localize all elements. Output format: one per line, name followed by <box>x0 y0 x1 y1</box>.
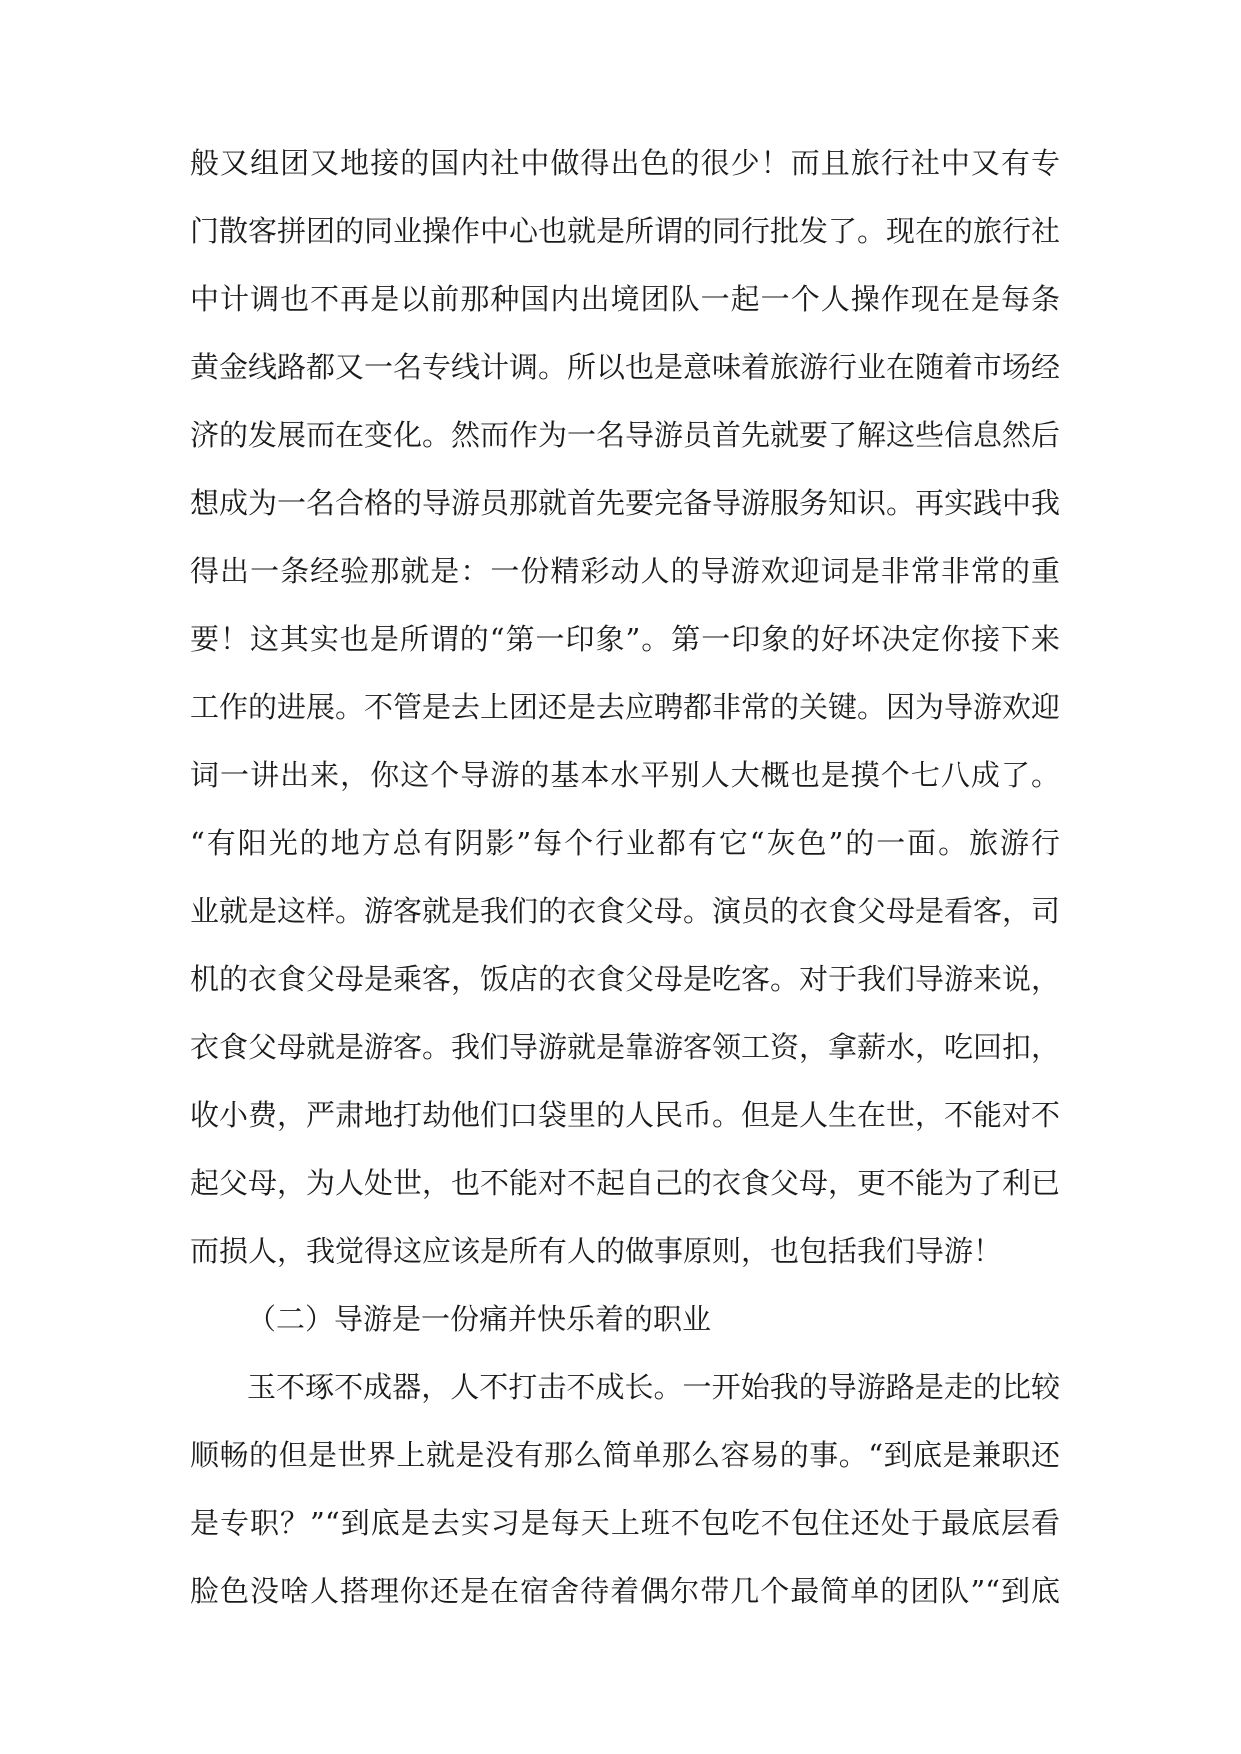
text-line: 中计调也不再是以前那种国内出境团队一起一个人操作现在是每条 <box>190 282 1060 316</box>
text-line: 收小费，严肃地打劫他们口袋里的人民币。但是人生在世，不能对不 <box>190 1098 1061 1132</box>
text-line: 工作的进展。不管是去上团还是去应聘都非常的关键。因为导游欢迎 <box>190 690 1061 724</box>
text-line: “有阳光的地方总有阴影”每个行业都有它“灰色”的一面。旅游行 <box>190 826 1060 860</box>
text-line: 得出一条经验那就是：一份精彩动人的导游欢迎词是非常非常的重 <box>190 554 1060 588</box>
text-line: 业就是这样。游客就是我们的衣食父母。演员的衣食父母是看客，司 <box>190 894 1061 928</box>
section-heading: （二）导游是一份痛并快乐着的职业 <box>247 1302 712 1336</box>
text-line: 而损人，我觉得这应该是所有人的做事原则，也包括我们导游！ <box>190 1234 1003 1268</box>
text-line: 玉不琢不成器，人不打击不成长。一开始我的导游路是走的比较 <box>247 1370 1060 1404</box>
text-line: 起父母，为人处世，也不能对不起自己的衣食父母，更不能为了利已 <box>190 1166 1061 1200</box>
text-line: 要！这其实也是所谓的“第一印象”。第一印象的好坏决定你接下来 <box>190 622 1060 656</box>
text-line: 是专职？”“到底是去实习是每天上班不包吃不包住还处于最底层看 <box>190 1506 1060 1540</box>
text-line: 脸色没啥人搭理你还是在宿舍待着偶尔带几个最简单的团队”“到底 <box>190 1574 1060 1608</box>
text-line: 词一讲出来，你这个导游的基本水平别人大概也是摸个七八成了。 <box>190 758 1060 792</box>
text-line: 顺畅的但是世界上就是没有那么简单那么容易的事。“到底是兼职还 <box>190 1438 1060 1472</box>
text-line: 衣食父母就是游客。我们导游就是靠游客领工资，拿薪水，吃回扣， <box>190 1030 1061 1064</box>
text-line: 济的发展而在变化。然而作为一名导游员首先就要了解这些信息然后 <box>190 418 1061 452</box>
text-line: 般又组团又地接的国内社中做得出色的很少！而且旅行社中又有专 <box>190 146 1060 180</box>
text-line: 想成为一名合格的导游员那就首先要完备导游服务知识。再实践中我 <box>190 486 1061 520</box>
text-line: 机的衣食父母是乘客，饭店的衣食父母是吃客。对于我们导游来说， <box>190 962 1061 996</box>
text-line: 门散客拼团的同业操作中心也就是所谓的同行批发了。现在的旅行社 <box>190 214 1061 248</box>
text-line: 黄金线路都又一名专线计调。所以也是意味着旅游行业在随着市场经 <box>190 350 1061 384</box>
